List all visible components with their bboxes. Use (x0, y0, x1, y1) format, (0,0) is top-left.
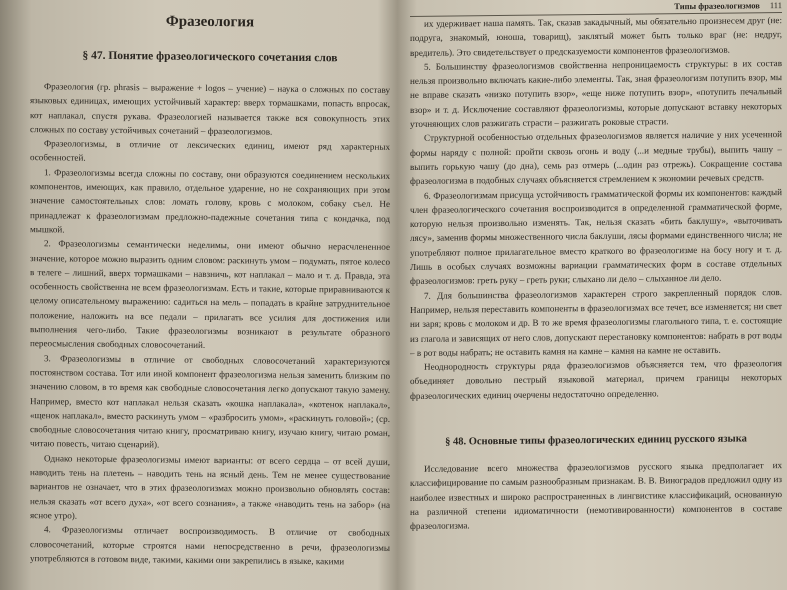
paragraph: Фразеологизмы, в отличие от лексических единиц, имеют ряд характерных особенностей. (30, 138, 390, 164)
paragraph: 1. Фразеологизмы всегда сложны по составу, они образуются соединением нескольких компонентов, имеющих, как правило, отдельное ударение, но не сохраняющих при этом значение самостоятельных слов: ломать голову, кровь с молоком, собаку съел. Не принадлежат к фразеологизмам предложно-падежные сочетания типа с кондачка, под мышкой. (30, 167, 390, 235)
paragraph: 7. Для большинства фразеологизмов характерен строго закрепленный порядок слов. Например, нельзя переставить компоненты в фразеологизмах все течет, все изменяется; ни свет ни заря; кровь с молоком и др. В то же время фразеологизмы глагольного типа, т. е. состоящие из глагола и зависящих от него слов, допускают перестановку компонентов: набрать в рот воды – в рот воды набрать; не оставить камня на камне – камня на камне не оставить. (410, 286, 782, 358)
left-page (30, 0, 390, 590)
paragraph: Исследование всего множества фразеологизмов русского языка предполагает их классифицирование по самым разнообразным признакам. В. В. Виноградов предложил одну из наиболее известных и широко распространенных в лингвистике классификаций, основанную на различной степени идиоматичности (немотивированности) компонентов в составе фразеологизма. (410, 460, 782, 532)
paragraph: 6. Фразеологизмам присуща устойчивость грамматической формы их компонентов: каждый член фразеологического сочетания воспроизводится в определенной грамматической форме, которую нельзя произвольно изменять. Так, нельзя сказать «бить баклушу», «выточивать лясу», заменив формы множественного числа баклуши, лясы формами единственного числа; не употребляют полное прилагательное вместо краткого во фразеологизме на босу ногу и т. д. Лишь в особых случаях возможны вариации грамматических форм в составе отдельных фразеологизмов: греть руку – греть руки; слыхано ли дело – слыханное ли дело. (410, 186, 782, 287)
right-page (410, 0, 782, 590)
paragraph: Фразеология (гр. phrasis – выражение + logos – учение) – наука о сложных по составу языковых единицах, имеющих устойчивый характер: вверх тормашками, попасть впросак, кот наплакал, спустя рукава. Фразеологией называется также вся совокупность этих сложных по составу устойчивых сочетаний – фразеологизмов. (30, 81, 390, 137)
page-number: 111 (769, 0, 782, 11)
section-48-title: § 48. Основные типы фразеологических единиц русского языка (445, 433, 747, 448)
paragraph: Однако некоторые фразеологизмы имеют варианты: от всего сердца – от всей души, наводить тень на плетень – наводить тень на ясный день. Тем не менее существование вариантов не означает, что в этих фразеологизмах можно произвольно обновлять состав: нельзя сказать «от всего духа», «от всего сознания», а также «наводить тень на забор» (на ясное утро). (30, 452, 390, 521)
paragraph: Структурной особенностью отдельных фразеологизмов является наличие у них усеченной формы наряду с полной: пройти сквозь огонь и воду (...и медные трубы), выпить чашу – выпить горькую чашу (до дна), семь раз отмерь (...один раз отрежь). Сокращение состава фразеологизма в подобных случаях объясняется стремлением к экономии речевых средств. (410, 129, 782, 187)
paragraph: 2. Фразеологизмы семантически неделимы, они имеют обычно нерасчлененное значение, которое можно выразить одним словом: раскинуть умом – подумать, пятое колесо в телеге – лишний, вверх тормашками – навзничь, кот наплакал – мало и т. д. Правда, эта особенность свойственна не всем фразеологизмам. Есть и такие, которые приравниваются к целому описательному выражению: садиться на мель – попадать в крайне затруднительное положение, наложить на все педали – прилагать все усилия для достижения или выполнения чего-либо. Такие фразеологизмы возникают в результате образного переосмысления свободных словосочетаний. (30, 238, 390, 351)
paragraph: их удерживает наша память. Так, сказав закадычный, мы обязательно произнесем друг (не: подруга, знакомый, юноша, товарищ), заклятый может быть только враг (не: недруг, вредитель). Это свидетельствует о предсказуемости компонентов фразеологизмов. (410, 15, 782, 58)
paragraph: 5. Большинству фразеологизмов свойственна непроницаемость структуры: в их состав нельзя произвольно включать какие-либо элементы. Так, зная фразеологизм потупить взор, мы не вправе сказать «низко потупить взор», «еще ниже потупить взор», «потупить печальный взор» и т. д. Исключение составляют фразеологизмы, которые допускают вставку некоторых уточняющих слов разжигать страсти – разжигать роковые страсти. (410, 57, 782, 130)
paragraph: 3. Фразеологизмы в отличие от свободных словосочетаний характеризуются постоянством состава. Тот или иной компонент фразеологизма нельзя заменить близким по значению словом, в то время как свободные словосочетания легко допускают такую замену. Например, вместо кот наплакал нельзя сказать «кошка наплакала», «котенок наплакал», «щенок наплакал», вместо раскинуть умом – «разбросить умом», «раскинуть головой»; (ср. свободные словосочетания читаю книгу, просматриваю книгу, изучаю книгу, читаю роман, читаю повесть, читаю сценарий). (30, 352, 390, 450)
paragraph: Неоднородность структуры ряда фразеологизмов объясняется тем, что фразеология объединяет довольно пестрый языковой материал, причем границы некоторых фразеологических единиц очерчены недостаточно определенно. (410, 358, 782, 401)
section-47-title: § 47. Понятие фразеологического сочетания слов (82, 49, 338, 65)
chapter-title: Фразеология (165, 13, 255, 31)
paragraph: 4. Фразеологизмы отличает воспроизводимость. В отличие от свободных словосочетаний, которые строятся нами непосредственно в речи, фразеологизмы употребляются в готовом виде, такими, какими они закрепились в языке, какими (30, 524, 390, 567)
running-title: Типы фразеологизмов (674, 0, 760, 12)
